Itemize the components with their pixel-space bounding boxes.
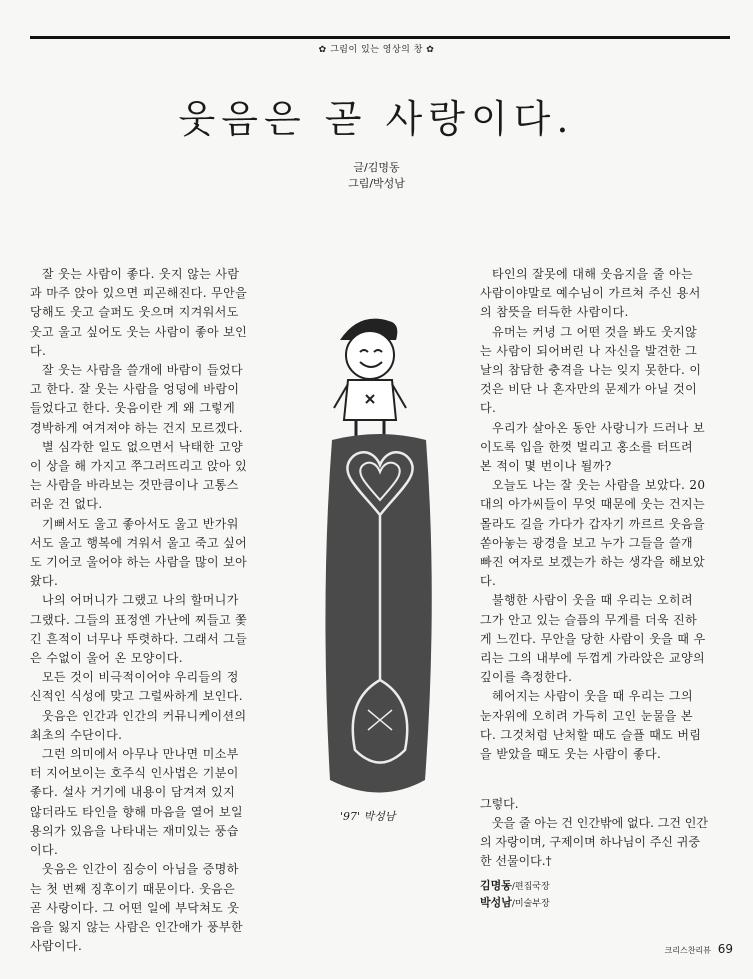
- bio-role: /편집국장: [511, 882, 550, 892]
- paragraph: 그런 의미에서 아무나 만나면 미소부터 지어보이는 호주식 인사법은 기분이 좋다. 설사 거기에 내용이 담겨져 있지 않더라도 타인을 향해 마음을 열어 보일 용의가 있음을 나타내는 재미있는 풍습이다.: [30, 747, 243, 858]
- paragraph: 불행한 사람이 웃을 때 우리는 오히려 그가 안고 있는 슬픔의 무게를 더욱 진하게 느낀다. 무안을 당한 사람이 웃을 때 우리는 그의 내부에 두껍게 가라앉은 교양의 깊이를 측정한다.: [480, 593, 706, 685]
- top-rule: [30, 36, 730, 39]
- page-title: 웃음은 곧 사랑이다.: [178, 97, 575, 141]
- paragraph: 잘 웃는 사람을 쓸개에 바람이 들었다고 한다. 잘 웃는 사람을 엉덩에 바람이 들었다고 한다. 웃음이란 게 왜 그렇게 경박하게 여겨져야 하는 건지 모르겠다.: [30, 363, 243, 435]
- page-number: 69: [717, 942, 733, 956]
- illustration-drawing: [300, 300, 460, 810]
- paragraph: 헤어지는 사람이 웃을 때 우리는 그의 눈자위에 오히려 가득히 고인 눈물을 본다. 그것처럼 난처할 때도 슬플 때도 버림을 받았을 때도 웃는 사람이 좋다.: [480, 689, 702, 762]
- right-column: [480, 265, 708, 764]
- paragraph: 별 심각한 일도 없으면서 낙태한 고양이 상을 해 가지고 쭈그러뜨리고 앉아 있는 사람을 바라보는 것만큼이나 고통스러운 건 없다.: [30, 439, 248, 512]
- section-label: ✿ 그림이 있는 영상의 창 ✿: [318, 45, 435, 55]
- author-bios: [480, 878, 550, 912]
- credits: [0, 160, 753, 192]
- closing-line: 웃을 줄 아는 건 인간밖에 없다. 그건 인간의 자랑이며, 구제이며 하나님이 주신 귀중한 선물이다.†: [480, 816, 708, 868]
- writer-credit: 글/김명동: [353, 161, 400, 174]
- magazine-name: 크리스찬리뷰: [664, 946, 711, 955]
- illustration-signature: '97' 박성남: [340, 810, 396, 823]
- paragraph: 타인의 잘못에 대해 웃음지을 줄 아는 사람이야말로 예수님이 가르쳐 주신 용서의 참뜻을 터득한 사람이다.: [480, 267, 701, 320]
- bio-role: /미술부장: [511, 899, 550, 909]
- paragraph: 오늘도 나는 잘 웃는 사람을 보았다. 20대의 아가씨들이 무엇 때문에 웃는 건지는 몰라도 길을 가다가 갑자기 까르르 웃음을 쏟아놓는 광경을 보고 누가 그들을 쓸개 빠진 여자로 보겠는가 하는 생각을 해보았다.: [480, 478, 706, 589]
- paragraph: 잘 웃는 사람이 좋다. 웃지 않는 사람과 마주 앉아 있으면 피곤해진다. 무안을 당해도 웃고 슬퍼도 웃으며 지겨워서도 웃고 울고 싶어도 웃는 사람이 좋아 보인다.: [30, 267, 248, 358]
- artist-credit: 그림/박성남: [348, 177, 405, 190]
- paragraph: 웃음은 인간이 짐승이 아님을 증명하는 첫 번째 징후이기 때문이다. 웃음은 곧 사랑이다. 그 어떤 일에 부닥쳐도 웃음을 잃지 않는 사람은 인간애가 풍부한 사람이다.: [30, 862, 243, 954]
- left-column: [30, 265, 248, 956]
- bio-name: 박성남: [480, 896, 512, 909]
- bio-line: [480, 895, 550, 912]
- paragraph: 유머는 커녕 그 어떤 것을 봐도 웃지않는 사람이 되어버린 나 자신을 발견한 그날의 참담한 충격을 나는 잊지 못한다. 이것은 비단 나 혼자만의 문제가 아닐 것이다.: [480, 324, 702, 416]
- page-footer: [665, 942, 733, 956]
- closing: [480, 795, 708, 871]
- paragraph: 기뻐서도 울고 좋아서도 울고 반가워서도 울고 행복에 겨워서 울고 죽고 싶어도 기어코 울어야 하는 사람을 많이 보아 왔다.: [30, 516, 248, 589]
- closing-line: 그렇다.: [480, 797, 519, 811]
- paragraph: 모든 것이 비극적이어야 우리들의 정신적인 식성에 맞고 그럴싸하게 보인다.: [30, 670, 243, 704]
- paragraph: 웃음은 인간과 인간의 커뮤니케이션의 최초의 수단이다.: [30, 708, 247, 742]
- paragraph: 나의 어머니가 그랬고 나의 할머니가 그랬다. 그들의 표정엔 가난에 찌들고 쫓긴 흔적이 너무나 뚜렷하다. 그래서 그들은 수없이 울어 온 모양이다.: [30, 593, 248, 666]
- paragraph: 우리가 살아온 동안 사랑니가 드러나 보이도록 입을 한껏 벌리고 홍소를 터뜨려 본 적이 몇 번이나 될까?: [480, 420, 705, 474]
- bio-name: 김명동: [480, 879, 512, 892]
- bio-line: [480, 878, 550, 895]
